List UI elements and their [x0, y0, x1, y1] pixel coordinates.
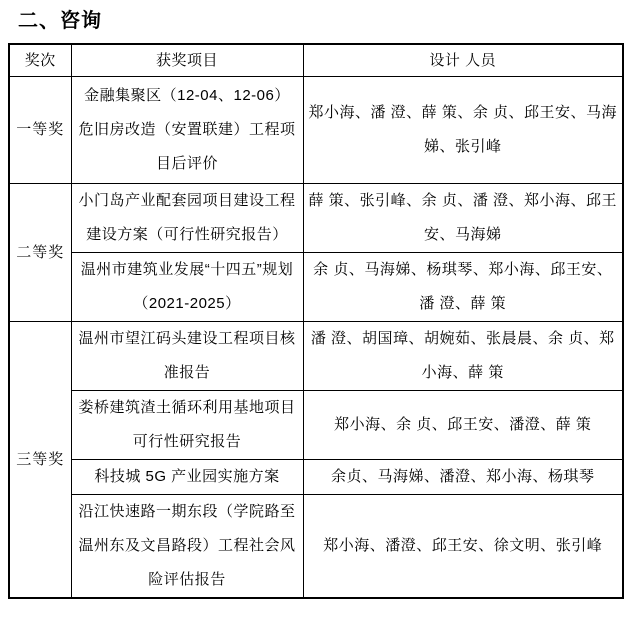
designers-list: 余 贞、马海娣、杨琪琴、郑小海、邱王安、潘 澄、薛 策: [303, 253, 623, 322]
table-row: [9, 253, 623, 322]
designers-list: 余贞、马海娣、潘澄、郑小海、杨琪琴: [303, 460, 623, 495]
table-header-row: [9, 44, 623, 77]
project-name: 娄桥建筑渣土循环利用基地项目可行性研究报告: [71, 391, 303, 460]
project-name: 金融集聚区（12-04、12-06）危旧房改造（安置联建）工程项目后评价: [71, 77, 303, 184]
award-level-second: 二等奖: [9, 184, 71, 322]
table-row: [9, 322, 623, 391]
table-row: [9, 184, 623, 253]
project-name: 温州市望江码头建设工程项目核准报告: [71, 322, 303, 391]
designers-list: 潘 澄、胡国璋、胡婉茹、张晨晨、余 贞、郑小海、薛 策: [303, 322, 623, 391]
designers-list: 郑小海、余 贞、邱王安、潘澄、薛 策: [303, 391, 623, 460]
designers-list: 郑小海、潘 澄、薛 策、余 贞、邱王安、马海娣、张引峰: [303, 77, 623, 184]
awards-table: [8, 43, 624, 599]
designers-list: 薛 策、张引峰、余 贞、潘 澄、郑小海、邱王安、马海娣: [303, 184, 623, 253]
table-row: [9, 460, 623, 495]
project-name: 沿江快速路一期东段（学院路至温州东及文昌路段）工程社会风险评估报告: [71, 495, 303, 599]
section-title: 二、咨询: [18, 10, 102, 32]
col-header-project: 获奖项目: [71, 44, 303, 77]
table-row: [9, 391, 623, 460]
project-name: 温州市建筑业发展“十四五”规划（2021-2025）: [71, 253, 303, 322]
col-header-award-level: 奖次: [9, 44, 71, 77]
table-row: [9, 495, 623, 599]
table-row: [9, 77, 623, 184]
award-level-third: 三等奖: [9, 322, 71, 599]
col-header-designers: 设计 人员: [303, 44, 623, 77]
project-name: 科技城 5G 产业园实施方案: [71, 460, 303, 495]
project-name: 小门岛产业配套园项目建设工程建设方案（可行性研究报告）: [71, 184, 303, 253]
designers-list: 郑小海、潘澄、邱王安、徐文明、张引峰: [303, 495, 623, 599]
award-level-first: 一等奖: [9, 77, 71, 184]
